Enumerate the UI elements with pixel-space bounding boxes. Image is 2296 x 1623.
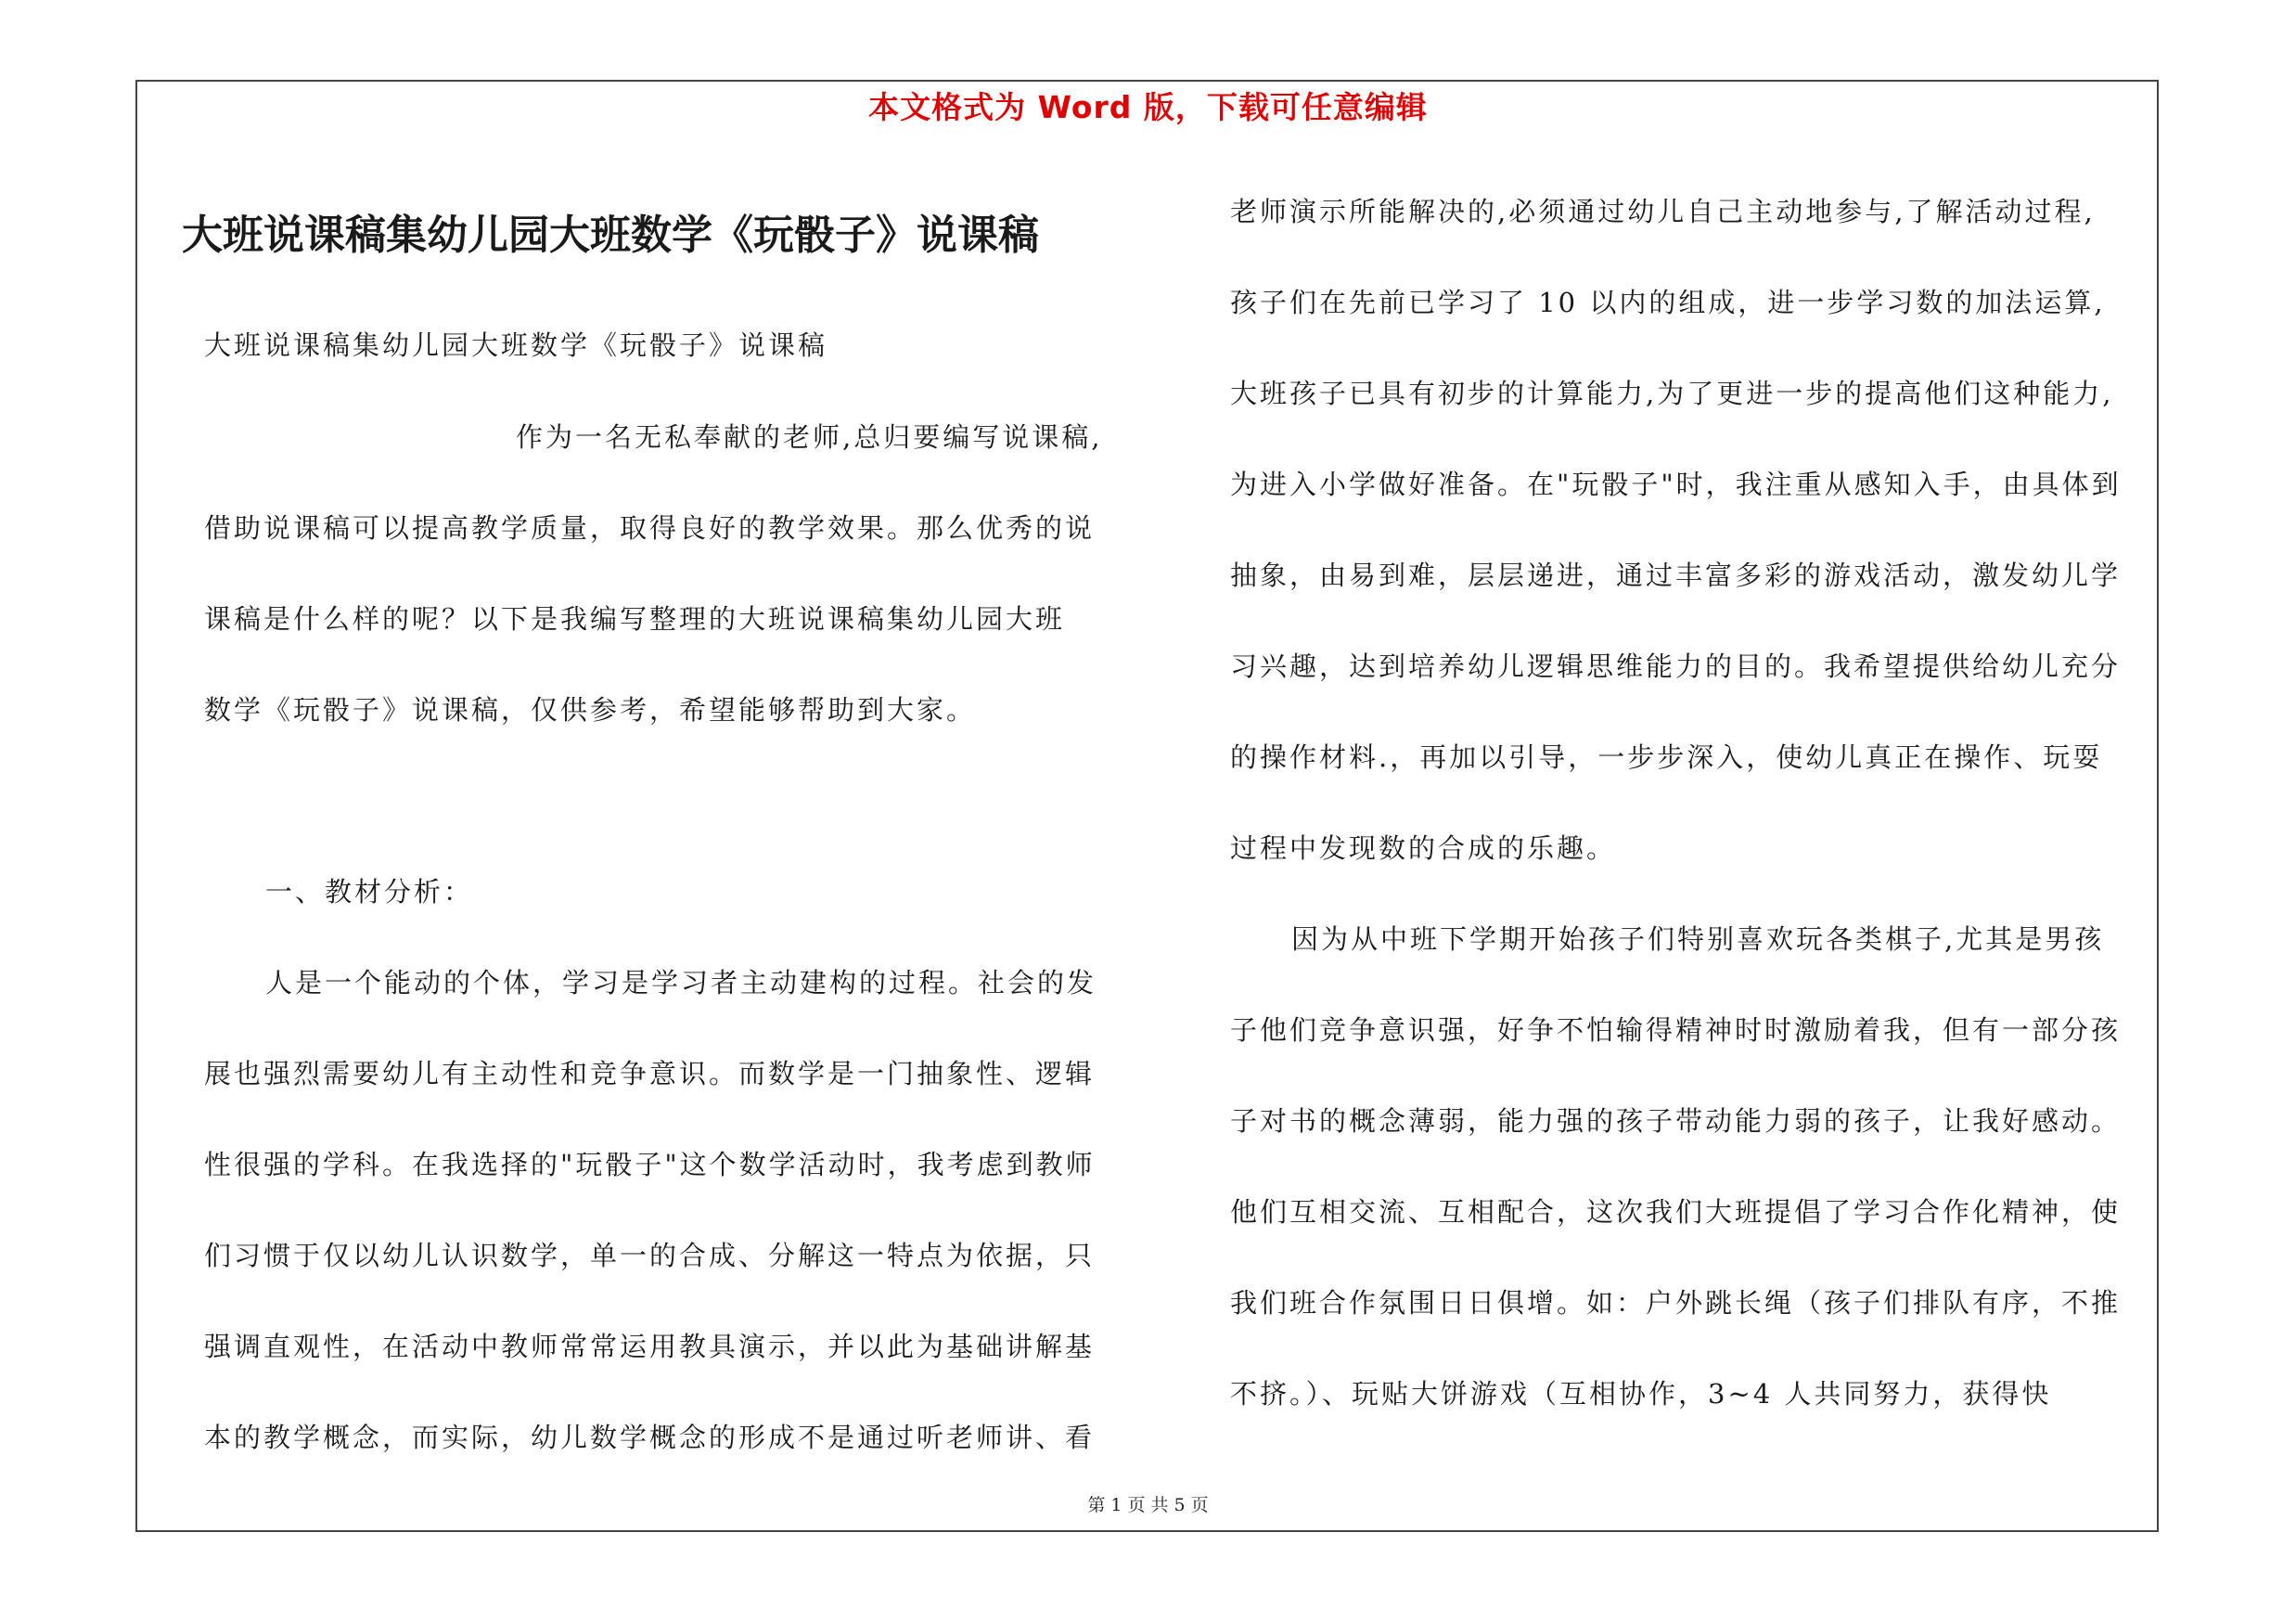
paragraph-line: 本的教学概念，而实际，幼儿数学概念的形成不是通过听老师讲、看 [204,1422,1096,1453]
paragraph-line: 性很强的学科。在我选择的"玩骰子"这个数学活动时，我考虑到教师 [204,1149,1096,1180]
paragraph-line: 孩子们在先前已学习了 10 以内的组成，进一步学习数的加法运算, [1230,287,2106,318]
paragraph-line: 人是一个能动的个体，学习是学习者主动建构的过程。社会的发 [265,967,1097,998]
page-number-footer: 第 1 页 共 5 页 [1087,1495,1209,1515]
paragraph-line: 借助说课稿可以提高教学质量，取得良好的教学效果。那么优秀的说 [204,512,1096,544]
paragraph-line: 我们班合作氛围日日俱增。如：户外跳长绳（孩子们排队有序，不推 [1230,1287,2122,1319]
paragraph-line: 大班孩子已具有初步的计算能力,为了更进一步的提高他们这种能力, [1230,378,2114,409]
document-title: 大班说课稿集幼儿园大班数学《玩骰子》说课稿 [182,212,1039,259]
paragraph-line: 大班说课稿集幼儿园大班数学《玩骰子》说课稿 [204,329,828,361]
paragraph-line: 习兴趣，达到培养幼儿逻辑思维能力的目的。我希望提供给幼儿充分 [1230,650,2122,682]
paragraph-line: 展也强烈需要幼儿有主动性和竞争意识。而数学是一门抽象性、逻辑 [204,1058,1096,1089]
paragraph-line: 作为一名无私奉献的老师,总归要编写说课稿, [516,421,1103,453]
paragraph-line: 课稿是什么样的呢？以下是我编写整理的大班说课稿集幼儿园大班 [204,603,1066,635]
format-banner: 本文格式为 Word 版，下载可任意编辑 [868,89,1428,125]
paragraph-line: 过程中发现数的合成的乐趣。 [1230,832,1617,864]
paragraph-line: 抽象，由易到难，层层递进，通过丰富多彩的游戏活动，激发幼儿学 [1230,560,2122,591]
paragraph-line: 数学《玩骰子》说课稿，仅供参考，希望能够帮助到大家。 [204,694,977,726]
paragraph-line: 强调直观性，在活动中教师常常运用教具演示，并以此为基础讲解基 [204,1331,1096,1362]
paragraph-line: 们习惯于仅以幼儿认识数学，单一的合成、分解这一特点为依据，只 [204,1240,1096,1271]
paragraph-line: 的操作材料.，再加以引导，一步步深入，使幼儿真正在操作、玩耍 [1230,741,2103,773]
paragraph-line: 不挤。）、玩贴大饼游戏（互相协作，3~4 人共同努力，获得快 [1230,1378,2052,1410]
paragraph-line: 因为从中班下学期开始孩子们特别喜欢玩各类棋子,尤其是男孩 [1291,923,2105,955]
paragraph-line: 子对书的概念薄弱，能力强的孩子带动能力弱的孩子，让我好感动。 [1230,1105,2122,1137]
paragraph-line: 老师演示所能解决的,必须通过幼儿自己主动地参与,了解活动过程, [1230,196,2096,227]
paragraph-line: 为进入小学做好准备。在"玩骰子"时，我注重从感知入手，由具体到 [1230,469,2122,500]
paragraph-line: 子他们竞争意识强，好争不怕输得精神时时激励着我，但有一部分孩 [1230,1014,2122,1046]
paragraph-line: 他们互相交流、互相配合，这次我们大班提倡了学习合作化精神，使 [1230,1196,2122,1228]
section-heading: 一、教材分析： [265,876,474,908]
